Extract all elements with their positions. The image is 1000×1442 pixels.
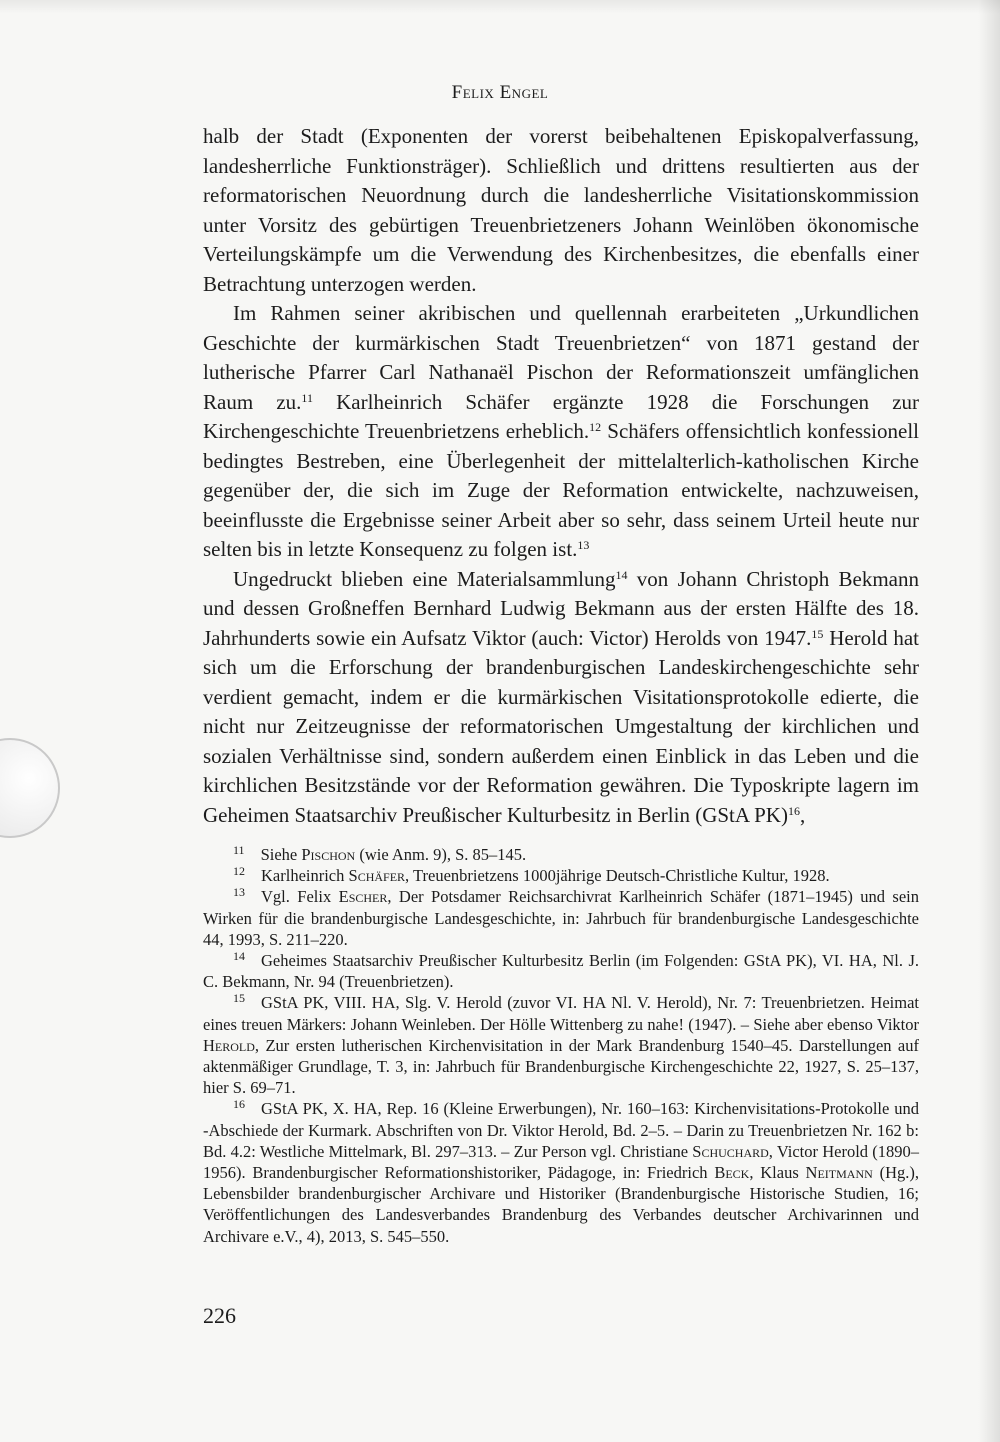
text-run: (Hg.), Lebensbilder brandenburgischer Archivare und Historiker (Brandenburgische Historische Studien, 16; Veröffentlichungen des Landesverbandes Brandenburg des Verbandes deutscher Archivarinnen und Archivare e.V., 4), 2013, S. 545–550. — [203, 1163, 919, 1246]
author-name: Escher — [338, 887, 388, 907]
text-run: Herold hat sich um die Erforschung der brandenburgischen Landeskirchengeschichte sehr verdient gemacht, indem er die kurmärkischen Visitationsprotokolle edierte, die nicht nur Zeitzeugnisse der reformatorischen Umgestaltung der kirchlichen und sozialen Verhältnisse sind, sondern außerdem einen Einblick in das Leben und die kirchlichen Besitzstände vor der Reformation gewähren. Die Typoskripte lagern im Geheimen Staatsarchiv Preußischer Kulturbesitz in Berlin (GStA PK) — [203, 625, 919, 827]
author-name: Schuchard — [692, 1141, 769, 1161]
text-run: , Treuenbrietzens 1000jährige Deutsch-Christliche Kultur, 1928. — [405, 866, 830, 886]
text-run: , — [799, 802, 806, 827]
author-name: Beck — [714, 1163, 750, 1183]
footnote-reference: 11 — [301, 390, 313, 405]
footnotes — [203, 844, 919, 1247]
text-run: von Johann Christoph Bekmann und dessen Großneffen Bernhard Ludwig Bekmann aus der ersten Hälfte des 18. Jahrhunderts sowie ein Aufsatz Viktor (auch: Victor) Herolds von 1947. — [203, 566, 919, 650]
text-run: Karlheinrich — [261, 866, 349, 886]
running-head: Felix Engel — [451, 82, 549, 103]
text-run: , Klaus — [749, 1163, 806, 1183]
text-run: Siehe — [260, 845, 302, 864]
author-name: Herold — [203, 1035, 255, 1055]
text-run: , Victor Herold (1890–1956). Brandenburgischer Reformationshistoriker, Pädagoge, in: Friedrich — [203, 1141, 919, 1183]
footnote-number: 13 — [233, 885, 245, 900]
footnote-number: 12 — [233, 864, 245, 879]
footnote-number: 14 — [233, 949, 245, 964]
author-name: Neitmann — [805, 1163, 873, 1183]
text-run: (wie Anm. 9), S. 85–145. — [355, 845, 527, 864]
paragraph-3 — [203, 565, 919, 831]
footnote-number: 16 — [233, 1097, 245, 1112]
text-run: Karlheinrich Schäfer ergänzte 1928 die Forschungen zur Kirchengeschichte Treuenbrietzens erheblich. — [203, 389, 920, 443]
footnote — [203, 865, 919, 886]
text-run: Ungedruckt blieben eine Materialsammlung — [233, 566, 616, 591]
text-run: , Zur ersten lutherischen Kirchenvisitation in der Mark Brandenburg 1540–45. Darstellungen auf aktenmäßiger Grundlage, T. 3, in: Jahrbuch für Brandenburgische Kirchengeschichte 22, 1927, S. 25–137, hier S. 69–71. — [203, 1035, 919, 1098]
footnote — [203, 992, 919, 1098]
footnote-reference: 12 — [589, 420, 602, 434]
text-run: GStA PK, VIII. HA, Slg. V. Herold (zuvor VI. HA Nl. V. Herold), Nr. 7: Treuenbrietzen. Heimat eines treuen Märkers: Johann Weinleben. Der Hölle Wittenberg zu nahe! (1947). – Siehe aber ebenso Viktor — [203, 993, 919, 1034]
text-run: Geheimes Staatsarchiv Preußischer Kulturbesitz Berlin (im Folgenden: GStA PK), VI. HA, Nl. J. C. Bekmann, Nr. 94 (Treuenbrietzen). — [203, 951, 919, 992]
footnote-reference: 16 — [787, 803, 800, 818]
footnote — [203, 950, 919, 992]
page-number: 226 — [203, 1303, 236, 1328]
text-run: halb der Stadt (Exponenten der vorerst beibehaltenen Episkopalverfassung, landesherrliche Funktionsträger). Schließlich und drittens resultierten aus der reformatorischen Neuordnung durch die landesherrliche Visitationskommission unter Vorsitz des gebürtigen Treuenbrietzeners Johann Weinlöben ökonomische Verteilungskämpfe um die Verwendung des Kirchenbesitzes, die ebenfalls einer Betrachtung unterzogen werden. — [203, 124, 919, 296]
footnote-number: 15 — [233, 991, 245, 1006]
binder-clip-mark — [0, 738, 60, 838]
text-run: Im Rahmen seiner akribischen und quellennah erarbeiteten „Urkundlichen Geschichte der kurmärkischen Stadt Treuenbrietzen“ von 1871 gestand der lutherische Pfarrer Carl Nathanaël Pischon der Reformationszeit umfänglichen Raum zu. — [203, 301, 919, 414]
footnote-number: 11 — [233, 843, 245, 857]
footnote-reference: 15 — [811, 626, 824, 641]
text-run: , Der Potsdamer Reichsarchivrat Karlheinrich Schäfer (1871–1945) und sein Wirken für die brandenburgische Landesgeschichte, in: Jahrbuch für brandenburgische Landesgeschichte 44, 1993, S. 211–220. — [203, 887, 919, 949]
author-name: Schäfer — [348, 866, 406, 886]
footnote — [203, 886, 919, 950]
paragraph-1 — [203, 122, 919, 299]
footnote-reference: 13 — [577, 538, 590, 552]
page-top-shadow — [0, 0, 1000, 14]
footnote — [203, 1098, 919, 1246]
text-run: Vgl. Felix — [261, 887, 339, 907]
body-text — [203, 122, 919, 830]
text-run: GStA PK, X. HA, Rep. 16 (Kleine Erwerbungen), Nr. 160–163: Kirchenvisitations-Protokolle und -Abschiede der Kurmark. Abschriften von Dr. Viktor Herold, Bd. 2–5. – Darin zu Treuenbrietzen Nr. 162 b: Bd. 4.2: Westliche Mittelmark, Bl. 297–313. – Zur Person vgl. Christiane — [203, 1099, 919, 1161]
author-name: Pischon — [301, 845, 356, 864]
paragraph-2 — [203, 299, 919, 565]
footnote-reference: 14 — [615, 567, 628, 582]
page-edge-shadow — [978, 0, 1000, 1442]
text-run: Schäfers offensichtlich konfessionell bedingtes Bestreben, eine Überlegenheit der mittelalterlich-katholischen Kirche gegenüber der, die sich im Zuge der Reformation entwickelte, nachzuweisen, beeinflusste die Ergebnisse seiner Arbeit aber so sehr, dass seinem Urteil heute nur selten bis in letzte Konsequenz zu folgen ist. — [203, 419, 919, 561]
footnote — [203, 844, 919, 865]
